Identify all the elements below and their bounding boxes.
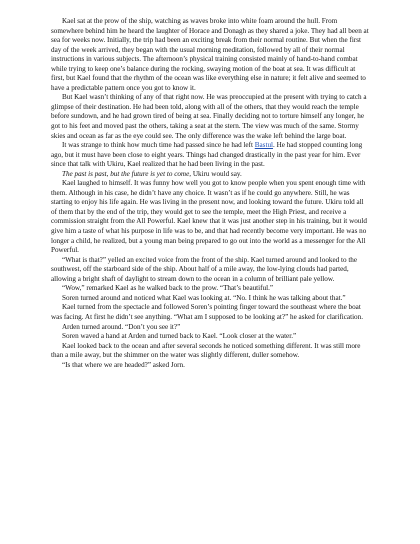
bastul-link[interactable]: Bastul [254,141,273,150]
paragraph: Kael laughed to himself. It was funny how well you got to know people when you spent enough time with them. Although in his case, he didn’t have any choice. It wasn’t as if he could go anywhere. Still, he was starting to enjoy his life again. He was living in the present now, and looking toward the future. Ukiru told all of them that by the end of the trip, they would get to see the temple, meet the High Priest, and receive a commission straight from the All Powerful. Kael knew that it was just another step in his training, but it would give him a taste of what his purpose in life was to be, and that had recently become very important. He was no longer a child, he realized, but a young man being prepared to go out into the world as a messenger for the All Powerful. [51,179,367,255]
paragraph: But Kael wasn’t thinking of any of that right now. He was preoccupied at the present with trying to catch a glimpse of their destination. He had been told, along with all of the others, that they would reach the temple before sundown, and he had grown tired of being at sea. Finally deciding not to torture himself any longer, he got to his feet and moved past the others, taking a seat at the stern. The view was much of the same. Stormy skies and ocean as far as the eye could see. The only difference was the wake left behind the large boat. [51,93,367,140]
quote-italic: The past is past, but the future is yet to come, [62,169,192,178]
paragraph: Kael turned from the spectacle and followed Soren’s pointing finger toward the southeast where the boat was facing. At first he didn’t see anything. “What am I supposed to be looking at?” he asked for clarification. [51,303,363,321]
paragraph [51,170,369,180]
paragraph: Arden turned around. “Don’t you see it?” [62,322,181,331]
paragraph-text: . He had stopped counting long ago, but it must have been close to eight years. Things had changed drastically in the past year for him. Ever since that talk with Ukiru, Kael realized that he had been living in the past. [51,141,363,169]
paragraph-text: It was strange to think how much time had passed since he had left [62,141,255,150]
paragraph: Kael sat at the prow of the ship, watching as waves broke into white foam around the hull. From somewhere behind him he heard the laughter of Horace and Donagh as they shared a joke. They had all been at sea for weeks now. Initially, the trip had been an exciting break from their normal routine. But when the first day of the week arrived, they began with the usual morning meditation, followed by all of their normal instructions in various subjects. The afternoon’s physical training consisted mainly of hand-to-hand combat while trying to keep one’s balance during the rocking, swaying motion of the boat at sea. It was difficult at first, but Kael found that the rhythm of the ocean was like everything else in nature; it felt alive and seemed to have a predictable pattern once you got to know it. [51,17,369,92]
paragraph: Soren waved a hand at Arden and turned back to Kael. “Look closer at the water.” [62,332,297,341]
paragraph: “Is that where we are headed?” asked Jorn. [62,360,185,369]
paragraph-text: Ukiru would say. [191,169,242,178]
paragraph: “Wow,” remarked Kael as he walked back to the prow. “That’s beautiful.” [62,284,274,293]
paragraph: Kael looked back to the ocean and after several seconds he noticed something different. It was still more than a mile away, but the shimmer on the water was slightly different, duller somehow. [51,341,361,360]
paragraph: Soren turned around and noticed what Kael was looking at. “No. I think he was talking about that.” [62,293,346,302]
paragraph [51,141,369,170]
paragraph: “What is that?” yelled an excited voice from the front of the ship. Kael turned around and looked to the southwest, off the starboard side of the ship. About half of a mile away, the low-lying clouds had parted, allowing a bright shaft of daylight to stream down to the ocean in a column of brilliant pale yellow. [51,255,358,283]
